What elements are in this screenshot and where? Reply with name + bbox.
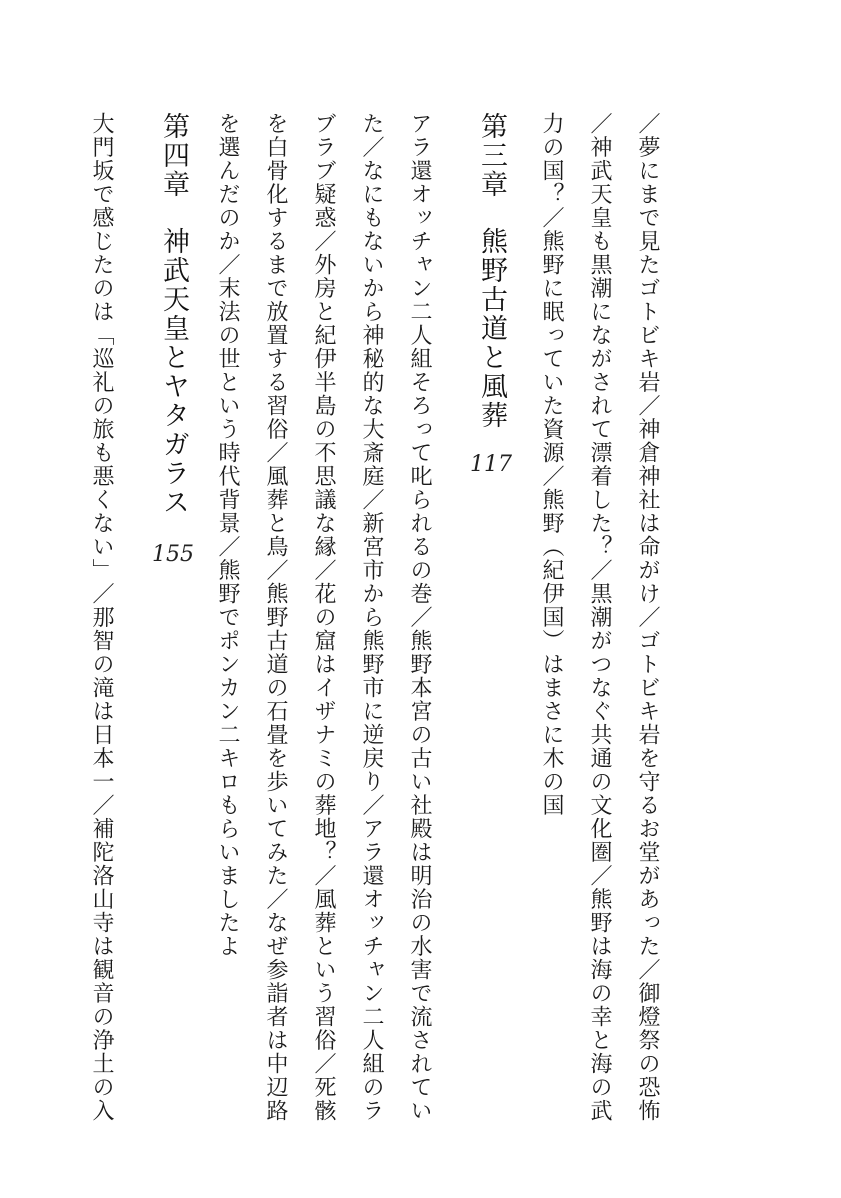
chapter-4-heading: [158, 112, 188, 517]
text-column-1: ／夢にまで見たゴトビキ岩／神倉神社は命がけ／ゴトビキ岩を守るお堂があった／御燈祭の恐怖: [635, 112, 660, 1123]
chapter-3-heading: [476, 112, 506, 430]
text-column-7: を白骨化するまで放置する習俗／風葬と鳥／熊野古道の石畳を歩いてみた／なぜ参詣者は中辺路: [263, 112, 288, 1123]
text-column-3: 力の国？／熊野に眠っていた資源／熊野（紀伊国）はまさに木の国: [539, 112, 564, 817]
text-column-9: 大門坂で感じたのは「巡礼の旅も悪くない」／那智の滝は日本一／補陀洛山寺は観音の浄土の入: [89, 112, 114, 1123]
text-column-4: アラ還オッチャン二人組そろって叱られるの巻／熊野本宮の古い社殿は明治の水害で流されてい: [407, 112, 432, 1123]
chapter-4-number: 第四章: [158, 112, 189, 199]
chapter-4-title: 神武天皇とヤタガラス: [158, 227, 189, 517]
text-column-6: ブラブ疑惑／外房と紀伊半島の不思議な縁／花の窟はイザナミの葬地？／風葬という習俗／死骸: [311, 112, 336, 1123]
chapter-4-page-number: 155: [152, 542, 194, 567]
chapter-3-number: 第三章: [476, 112, 507, 199]
text-column-8: を選んだのか／末法の世という時代背景／熊野でポンカン二キロもらいましたよ: [215, 112, 240, 958]
chapter-3-title: 熊野古道と風葬: [476, 227, 507, 430]
chapter-3-page-number: 117: [470, 452, 512, 477]
text-column-2: ／神武天皇も黒潮にながされて漂着した？／黒潮がつなぐ共通の文化圏／熊野は海の幸と海の武: [587, 112, 612, 1123]
text-column-5: た／なにもないから神秘的な大斎庭／新宮市から熊野市に逆戻り／アラ還オッチャン二人組のラ: [359, 112, 384, 1123]
